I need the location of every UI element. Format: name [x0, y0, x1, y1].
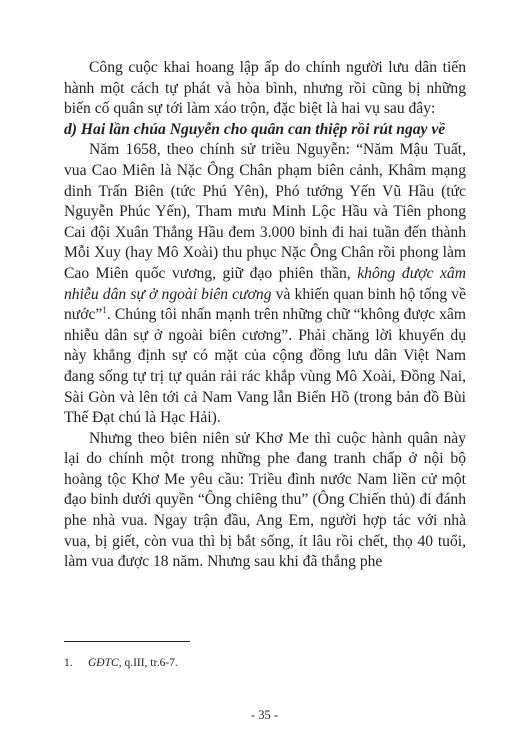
- body-text: [64, 58, 466, 573]
- footnote-reference[interactable]: 1: [102, 304, 107, 315]
- footnote-source: GĐTC: [88, 657, 119, 669]
- paragraph-chronicle-part-3: . Chúng tôi nhấn mạnh trên những chữ “không được xâm nhiễu dân sự ở ngoài biên cương”. Phải chăng lời khuyến dụ này khẳng định sự có mặt của cộng đồng lưu dân Việt Nam đang sống tự trị tự quản rải rác khắp vùng Mô Xoài, Đồng Nai, Sài Gòn và lên tới cả Nam Vang lẫn Biển Hồ (trong bản đồ Bùi Thế Đạt chú là Hạc Hải).: [64, 306, 466, 427]
- footnote-divider: [64, 641, 190, 642]
- paragraph-chronicle: [64, 140, 466, 428]
- paragraph-chronicle-part-2: và khiến quan binh hộ tống về nước”: [64, 285, 466, 324]
- page-number: - 35 -: [250, 708, 279, 722]
- emphasized-quote: không được xâm nhiễu dân sự ở ngoài biên cương: [64, 264, 466, 303]
- footnote: [64, 656, 466, 670]
- section-heading: d) Hai lần chúa Nguyễn cho quân can thiệp rồi rút ngay về: [64, 120, 446, 138]
- paragraph-chronicle-part-1: Năm 1658, theo chính sử triều Nguyễn: “Năm Mậu Tuất, vua Cao Miên là Nặc Ông Chân phạm biên cảnh, Khâm mạng dinh Trấn Biên (tức Phú Yên), Phó tướng Yến Vũ Hầu (tức Nguyễn Phúc Yến), Tham mưu Minh Lộc Hầu và Tiên phong Cai đội Xuân Thắng Hầu đem 3.000 binh đi hai tuần đến thành Mỗi Xuy (hay Mô Xoài) thu phục Nặc Ông Chân rồi phong làm Cao Miên quốc vương, giữ đạo phiên thần,: [64, 141, 466, 282]
- paragraph-intro: Công cuộc khai hoang lập ấp do chính người lưu dân tiến hành một cách tự phát và hòa bình, nhưng rồi cũng bị những biến cố quân sự tới làm xáo trộn, đặc biệt là hai vụ sau đây:: [64, 59, 466, 118]
- footnote-detail: , q.III, tr.6-7.: [118, 657, 178, 669]
- paragraph-khmer-chronicle: Nhưng theo biên niên sử Khơ Me thì cuộc hành quân này lại do chính một trong những phe đang tranh chấp ở nội bộ hoàng tộc Khơ Me yêu cầu: Triều đình nước Nam liền cử một đạo binh dưới quyền “Ông chiêng thu” (Ông Chiến thủ) đi đánh phe nhà vua. Ngay trận đầu, Ang Em, người hợp tác với nhà vua, bị giết, còn vua thì bị bắt sống, ít lâu rồi chết, thọ 40 tuổi, làm vua được 18 năm. Nhưng sau khi đã thắng phe: [64, 429, 466, 571]
- footnote-number: 1.: [64, 657, 73, 669]
